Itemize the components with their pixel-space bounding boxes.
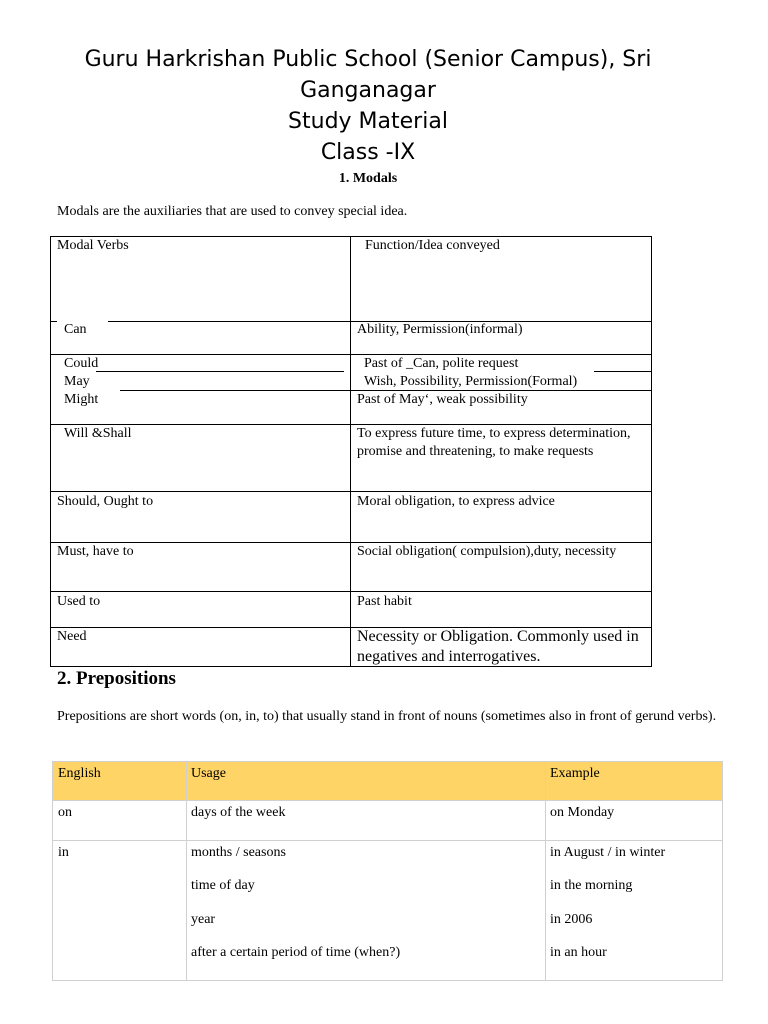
modal-function-cell: Past habit xyxy=(357,594,412,609)
table-border xyxy=(50,236,51,666)
modals-intro: Modals are the auxiliaries that are used to convey special idea. xyxy=(57,204,408,219)
prep-usage-cell: after a certain period of time (when?) xyxy=(191,945,401,960)
row-rule xyxy=(53,800,722,801)
modal-verb-cell: Must, have to xyxy=(57,544,134,559)
modal-verb-cell: Need xyxy=(57,629,87,644)
prep-english-cell: on xyxy=(58,805,72,820)
modal-function-cell: Necessity or Obligation. Commonly used in negatives and interrogatives. xyxy=(357,628,639,665)
modal-function-cell: Ability, Permission(informal) xyxy=(357,322,523,337)
document-header xyxy=(0,44,736,168)
modal-verb-cell: Can xyxy=(64,322,87,337)
prep-usage-cell: days of the week xyxy=(191,805,286,820)
modal-function-cell: Past of May‘, weak possibility xyxy=(357,392,528,407)
document-type: Study Material xyxy=(288,109,448,134)
header-usage: Usage xyxy=(191,766,226,781)
modal-function-cell: Moral obligation, to express advice xyxy=(357,494,555,509)
modal-function-cell: Past of _Can, polite request xyxy=(364,356,519,371)
modal-function-cell: Social obligation( compulsion),duty, necessity xyxy=(357,544,617,559)
prep-example-cell: on Monday xyxy=(550,805,615,820)
row-rule xyxy=(53,840,722,841)
header-modal-verbs: Modal Verbs xyxy=(57,238,129,253)
modal-verb-cell: Might xyxy=(64,392,99,407)
prep-usage-cell: year xyxy=(191,912,216,927)
prep-usage-cell: time of day xyxy=(191,878,255,893)
school-name-line2: Ganganagar xyxy=(300,78,436,103)
row-rule xyxy=(50,491,652,492)
row-rule xyxy=(50,321,57,322)
section-title-modals: 1. Modals xyxy=(338,171,398,186)
row-rule xyxy=(50,591,652,592)
prep-example-cell: in August / in winter xyxy=(550,845,666,860)
header-function: Function/Idea conveyed xyxy=(365,238,500,253)
modal-verb-cell: Used to xyxy=(57,594,101,609)
row-rule xyxy=(594,371,652,372)
row-rule xyxy=(120,390,357,391)
modal-verb-cell: Will &Shall xyxy=(64,426,132,441)
modal-verb-cell: Should, Ought to xyxy=(57,494,154,509)
prep-example-cell: in 2006 xyxy=(550,912,593,927)
column-divider xyxy=(350,236,351,666)
prep-example-cell: in the morning xyxy=(550,878,633,893)
prepositions-intro: Prepositions are short words (on, in, to) that usually stand in front of nouns (sometimes also in front of gerund verbs). xyxy=(57,709,717,724)
table-header-row xyxy=(53,762,722,800)
row-rule xyxy=(50,354,652,355)
prep-usage-cell: months / seasons xyxy=(191,845,286,860)
modal-function-cell: Wish, Possibility, Permission(Formal) xyxy=(364,374,578,389)
section-title-prepositions: 2. Prepositions xyxy=(57,668,176,689)
modal-verb-cell: May xyxy=(64,374,90,389)
column-divider xyxy=(545,762,546,980)
table-border xyxy=(50,236,652,237)
class-label: Class -IX xyxy=(320,140,416,165)
modal-verb-cell: Could xyxy=(64,356,99,371)
prep-example-cell: in an hour xyxy=(550,945,607,960)
table-border xyxy=(651,236,652,666)
prep-english-cell: in xyxy=(58,845,69,860)
header-english: English xyxy=(58,766,101,781)
modal-function-cell: To express future time, to express determination, promise and threatening, to make requests xyxy=(357,426,631,459)
school-name-line1: Guru Harkrishan Public School (Senior Campus), Sri xyxy=(84,47,652,72)
header-example: Example xyxy=(550,766,600,781)
prepositions-table xyxy=(52,761,723,981)
row-rule xyxy=(96,371,344,372)
column-divider xyxy=(186,762,187,980)
